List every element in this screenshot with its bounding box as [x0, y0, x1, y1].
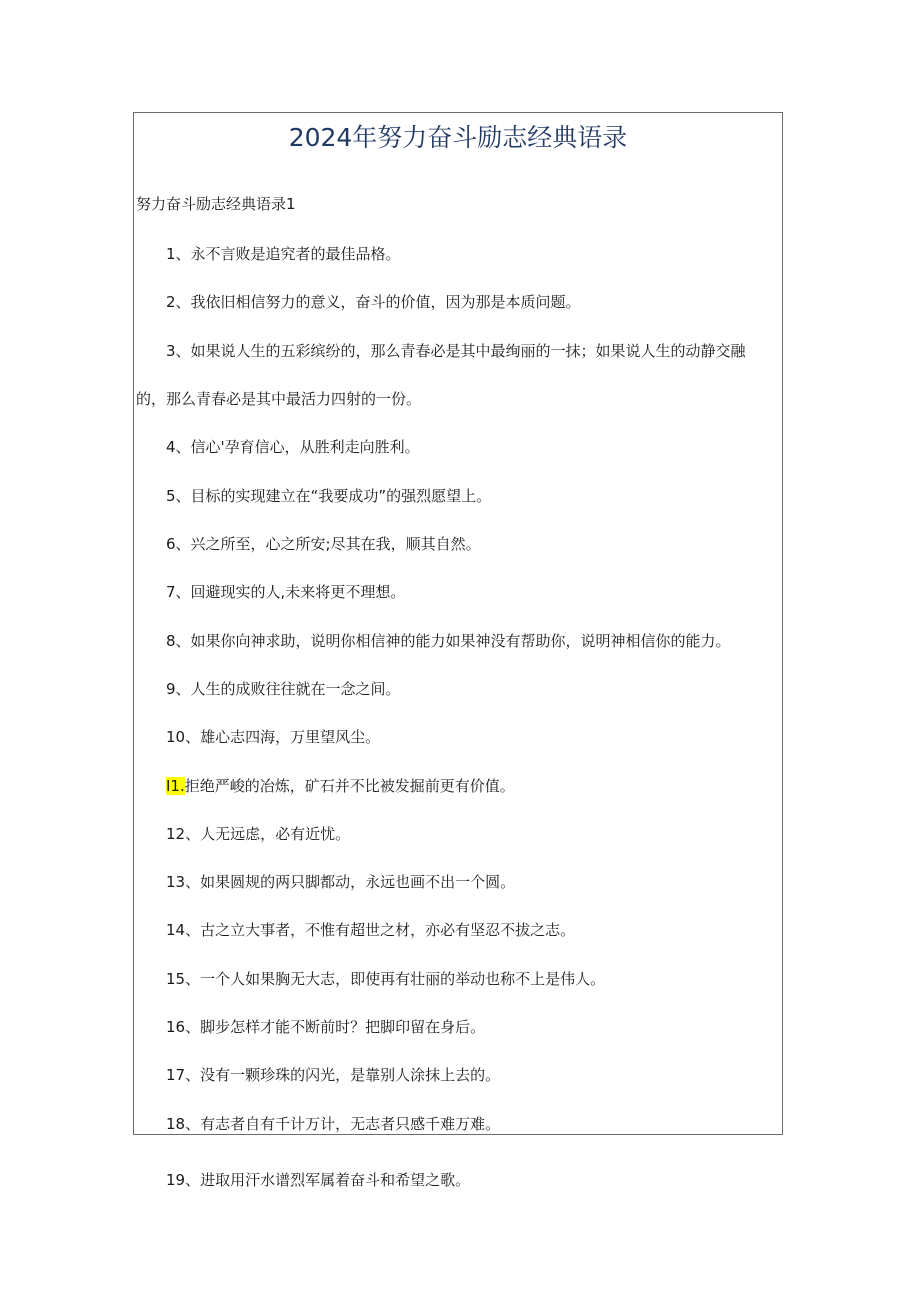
quote-line: 17、没有一颗珍珠的闪光，是靠别人涂抹上去的。: [166, 1066, 501, 1084]
quote-line: 8、如果你向神求助，说明你相信神的能力如果神没有帮助你，说明神相信你的能力。: [166, 632, 731, 650]
quote-line-continued: 的，那么青春必是其中最活力四射的一份。: [136, 390, 422, 408]
quote-line: 5、目标的实现建立在“我要成功”的强烈愿望上。: [166, 487, 492, 505]
quote-line: 9、人生的成败往往就在一念之间。: [166, 680, 401, 698]
quote-line: 18、有志者自有千计万计，无志者只感千难万难。: [166, 1115, 501, 1133]
quote-line: 1、永不言败是追究者的最佳品格。: [166, 245, 401, 263]
quote-line: 7、回避现实的人,未来将更不理想。: [166, 583, 406, 601]
quote-line: 10、雄心志四海，万里望风尘。: [166, 728, 381, 746]
quote-text: 拒绝严峻的冶炼，矿石并不比被发掘前更有价值。: [184, 777, 515, 795]
quote-line: 15、一个人如果胸无大志，即使再有壮丽的举动也称不上是伟人。: [166, 970, 606, 988]
quote-line: 12、人无远虑，必有近忧。: [166, 825, 351, 843]
highlighted-number: I1.: [166, 777, 185, 795]
quote-line: 2、我依旧相信努力的意义，奋斗的价值，因为那是本质问题。: [166, 293, 581, 311]
page-title: 2024年努力奋斗励志经典语录: [288, 123, 628, 152]
quote-line: 3、如果说人生的五彩缤纷的，那么青春必是其中最绚丽的一抹；如果说人生的动静交融: [166, 342, 746, 360]
quote-line: 6、兴之所至，心之所安;尽其在我，顺其自然。: [166, 535, 481, 553]
quote-line: [166, 775, 515, 797]
quote-line: 14、古之立大事者，不惟有超世之材，亦必有坚忍不拔之志。: [166, 921, 576, 939]
quote-line: 19、进取用汗水谱烈军属着奋斗和希望之歌。: [166, 1171, 471, 1189]
quote-line: 16、脚步怎样才能不断前时？把脚印留在身后。: [166, 1018, 486, 1036]
quote-line: 13、如果圆规的两只脚都动，永远也画不出一个圆。: [166, 873, 516, 891]
section-heading: 努力奋斗励志经典语录1: [136, 195, 296, 213]
quote-line: 4、信心'孕育信心，从胜利走向胜利。: [166, 438, 420, 456]
